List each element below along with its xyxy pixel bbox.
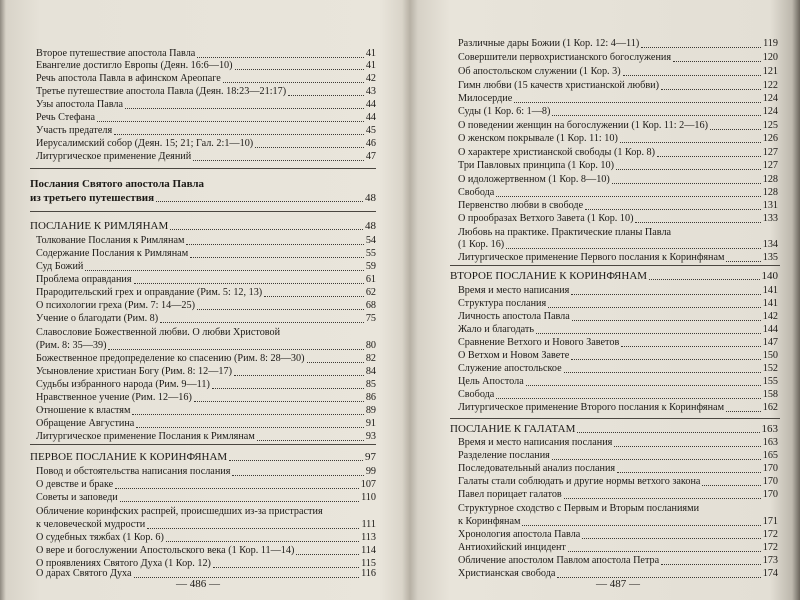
toc-entry: О идоложертвенном (1 Кор. 8—10) 128 [458,174,778,185]
toc-entry: Учение о благодати (Рим. 8) 75 [36,313,376,324]
toc-entry: Гимн любви (15 качеств христианской любви) 122 [458,80,778,91]
toc-entry: Время и место написания 141 [458,285,778,296]
toc-entry: Отношение к властям 89 [36,405,376,416]
page-number: — 486 — [176,578,220,590]
section-divider [30,444,376,445]
toc-entry: Об апостольском служении (1 Кор. 3) 121 [458,66,778,77]
corinthians2-heading: ВТОРОЕ ПОСЛАНИЕ К КОРИНФЯНАМ 140 [450,270,778,282]
toc-entry: Евангелие достигло Европы (Деян. 16:6—10) 41 [36,60,376,71]
toc-entry: Участь предателя 45 [36,125,376,136]
toc-entry: Узы апостола Павла 44 [36,99,376,110]
toc-entry: Обличение коринфских распрей, происшедших из-за пристрастия [36,506,323,517]
toc-entry: О проявлениях Святого Духа (1 Кор. 12) 115 [36,558,376,569]
toc-entry: Нравственное учение (Рим. 12—16) 86 [36,392,376,403]
toc-entry: Суды (1 Кор. 6: 1—8) 124 [458,106,778,117]
toc-entry: Обращение Августина 91 [36,418,376,429]
toc-entry: Обличение апостолом Павлом апостола Петра 173 [458,555,778,566]
toc-entry: Антиохийский инцидент 172 [458,542,778,553]
toc-entry: Содержание Послания к Римлянам 55 [36,248,376,259]
section-divider [30,168,376,169]
toc-entry: Повод и обстоятельства написания послания 99 [36,466,376,477]
toc-entry: Советы и заповеди 110 [36,492,376,503]
toc-entry: (1 Кор. 16) 134 [458,239,778,250]
toc-entry: О поведении женщин на богослужении (1 Кор. 11: 2—16) 125 [458,120,778,131]
toc-entry: Структурное сходство с Первым и Вторым посланиями [458,503,700,514]
toc-entry: Павел порицает галатов 170 [458,489,778,500]
toc-entry: Божественное предопределение ко спасению (Рим. 8: 28—30) 82 [36,353,376,364]
toc-entry: Суд Божий 59 [36,261,376,272]
toc-entry: О прообразах Ветхого Завета (1 Кор. 10) 133 [458,213,778,224]
toc-entry: О вере и богослужении Апостольского века (1 Кор. 11—14) 114 [36,545,376,556]
toc-entry: Первенство любви в свободе 131 [458,200,778,211]
toc-entry: Усыновление христиан Богу (Рим. 8: 12—17) 84 [36,366,376,377]
toc-entry: к человеческой мудрости 111 [36,519,376,530]
toc-entry: Прародительский грех и оправдание (Рим. 5: 12, 13) 62 [36,287,376,298]
toc-entry: Три Павловых принципа (1 Кор. 10) 127 [458,160,778,171]
toc-entry: Совершители первохристианского богослужения 120 [458,52,778,63]
toc-entry: Сравнение Ветхого и Нового Заветов 147 [458,337,778,348]
toc-entry: Жало и благодать 144 [458,324,778,335]
toc-entry: (Рим. 8: 35—39) 80 [36,340,376,351]
toc-entry: Галаты стали соблюдать и другие нормы ветхого закона 170 [458,476,778,487]
toc-entry: Свобода 128 [458,187,778,198]
toc-entry: О Ветхом и Новом Завете 150 [458,350,778,361]
toc-entry: Проблема оправдания 61 [36,274,376,285]
toc-entry: Хронология апостола Павла 172 [458,529,778,540]
toc-entry: О судебных тяжбах (1 Кор. 6) 113 [36,532,376,543]
corinthians1-heading: ПЕРВОЕ ПОСЛАНИЕ К КОРИНФЯНАМ 97 [30,451,376,463]
toc-entry: Иерусалимский собор (Деян. 15; 21; Гал. 2:1—10) 46 [36,138,376,149]
toc-entry: к Коринфянам 171 [458,516,778,527]
toc-entry: Второе путешествие апостола Павла 41 [36,48,376,59]
right-page [410,0,800,600]
toc-entry: Литургическое применение Деяний 47 [36,151,376,162]
toc-entry: Различные дары Божии (1 Кор. 12: 4—11) 119 [458,38,778,49]
toc-entry: Литургическое применение Первого послания к Коринфянам 135 [458,252,778,263]
toc-entry: Цель Апостола 155 [458,376,778,387]
section-divider [450,265,780,266]
section-heading: из третьего путешествия 48 [30,192,376,204]
toc-entry: Милосердие 124 [458,93,778,104]
toc-entry: Судьбы избранного народа (Рим. 9—11) 85 [36,379,376,390]
toc-entry: О женском покрывале (1 Кор. 11: 10) 126 [458,133,778,144]
toc-entry: Любовь на практике. Практические планы Павла [458,227,672,238]
toc-entry: Литургическое применение Второго послания к Коринфянам 162 [458,402,778,413]
toc-entry: О психологии греха (Рим. 7: 14—25) 68 [36,300,376,311]
toc-entry: Третье путешествие апостола Павла (Деян. 18:23—21:17) 43 [36,86,376,97]
section-divider [30,211,376,212]
toc-entry: О дарах Святого Духа 116 [36,568,376,579]
toc-entry: О характере христианской свободы (1 Кор. 8) 127 [458,147,778,158]
galatians-heading: ПОСЛАНИЕ К ГАЛАТАМ 163 [450,423,778,435]
toc-entry: О девстве и браке 107 [36,479,376,490]
section-heading: Послания Святого апостола Павла [30,178,205,190]
toc-entry: Время и место написания послания 163 [458,437,778,448]
toc-entry: Литургическое применение Послания к Римлянам 93 [36,431,376,442]
toc-entry: Речь Стефана 44 [36,112,376,123]
toc-entry: Структура послания 141 [458,298,778,309]
toc-entry: Толкование Послания к Римлянам 54 [36,235,376,246]
toc-entry: Свобода 158 [458,389,778,400]
romans-heading: ПОСЛАНИЕ К РИМЛЯНАМ 48 [30,220,376,232]
section-divider [450,418,780,419]
toc-entry: Христианская свобода 174 [458,568,778,579]
toc-entry: Славословие Божественной любви. О любви Христовой [36,327,281,338]
toc-entry: Разделение послания 165 [458,450,778,461]
toc-entry: Последовательный анализ послания 170 [458,463,778,474]
toc-entry: Служение апостольское 152 [458,363,778,374]
toc-entry: Личность апостола Павла 142 [458,311,778,322]
page-number: — 487 — [596,578,640,590]
toc-entry: Речь апостола Павла в афинском Ареопаге 42 [36,73,376,84]
